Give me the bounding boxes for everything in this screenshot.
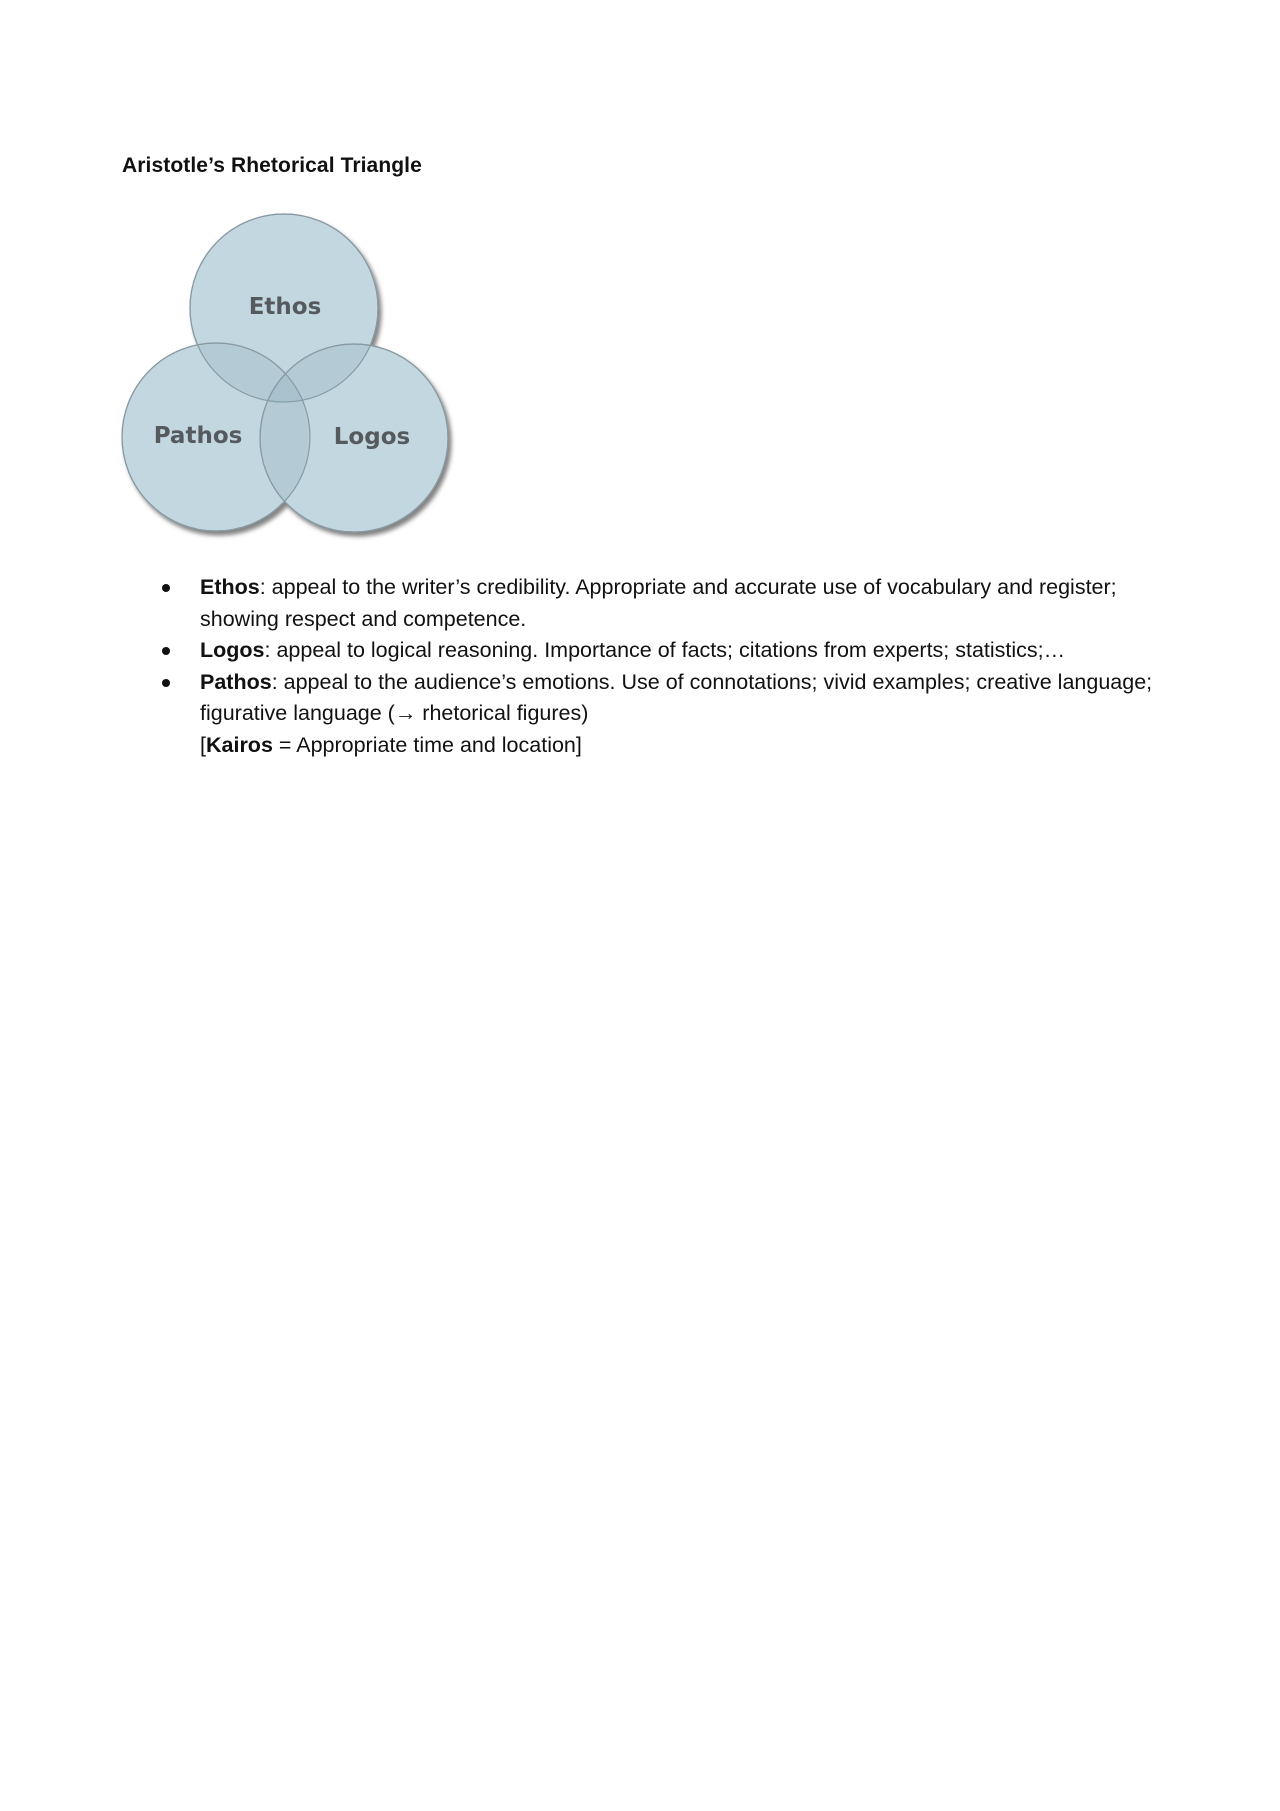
list-item-ethos [200,572,1200,635]
document-title: Aristotle’s Rhetorical Triangle [122,154,422,177]
list-item-logos [200,635,1200,667]
description-pathos: : appeal to the audience’s emotions. Use of connotations; vivid examples; creative language; figurative language (→ rhetorical figures) [200,669,1153,725]
term-pathos: Pathos [200,669,272,694]
rhetorical-appeals-list [200,572,1200,761]
bullet-icon [162,647,170,655]
logos-label: Logos [333,424,411,450]
description-logos: : appeal to logical reasoning. Importance of facts; citations from experts; statistics;… [264,638,1066,662]
venn-overlaps [122,214,448,532]
rhetorical-triangle-venn-diagram [118,208,468,548]
description-kairos: = Appropriate time and location] [272,732,582,757]
bullet-icon [162,679,170,687]
description-ethos: : appeal to the writer’s credibility. Appropriate and accurate use of vocabulary and register; showing respect and competence. [200,575,1117,631]
kairos-note [200,730,1200,762]
pathos-label: Pathos [153,423,243,449]
term-logos: Logos [200,638,265,662]
venn-svg [118,208,468,548]
kairos-open-bracket: [ [200,732,206,757]
term-ethos: Ethos [200,575,260,599]
bullet-icon [162,584,170,592]
ethos-label: Ethos [248,294,322,320]
term-kairos: Kairos [205,732,273,757]
list-item-pathos [200,667,1200,762]
